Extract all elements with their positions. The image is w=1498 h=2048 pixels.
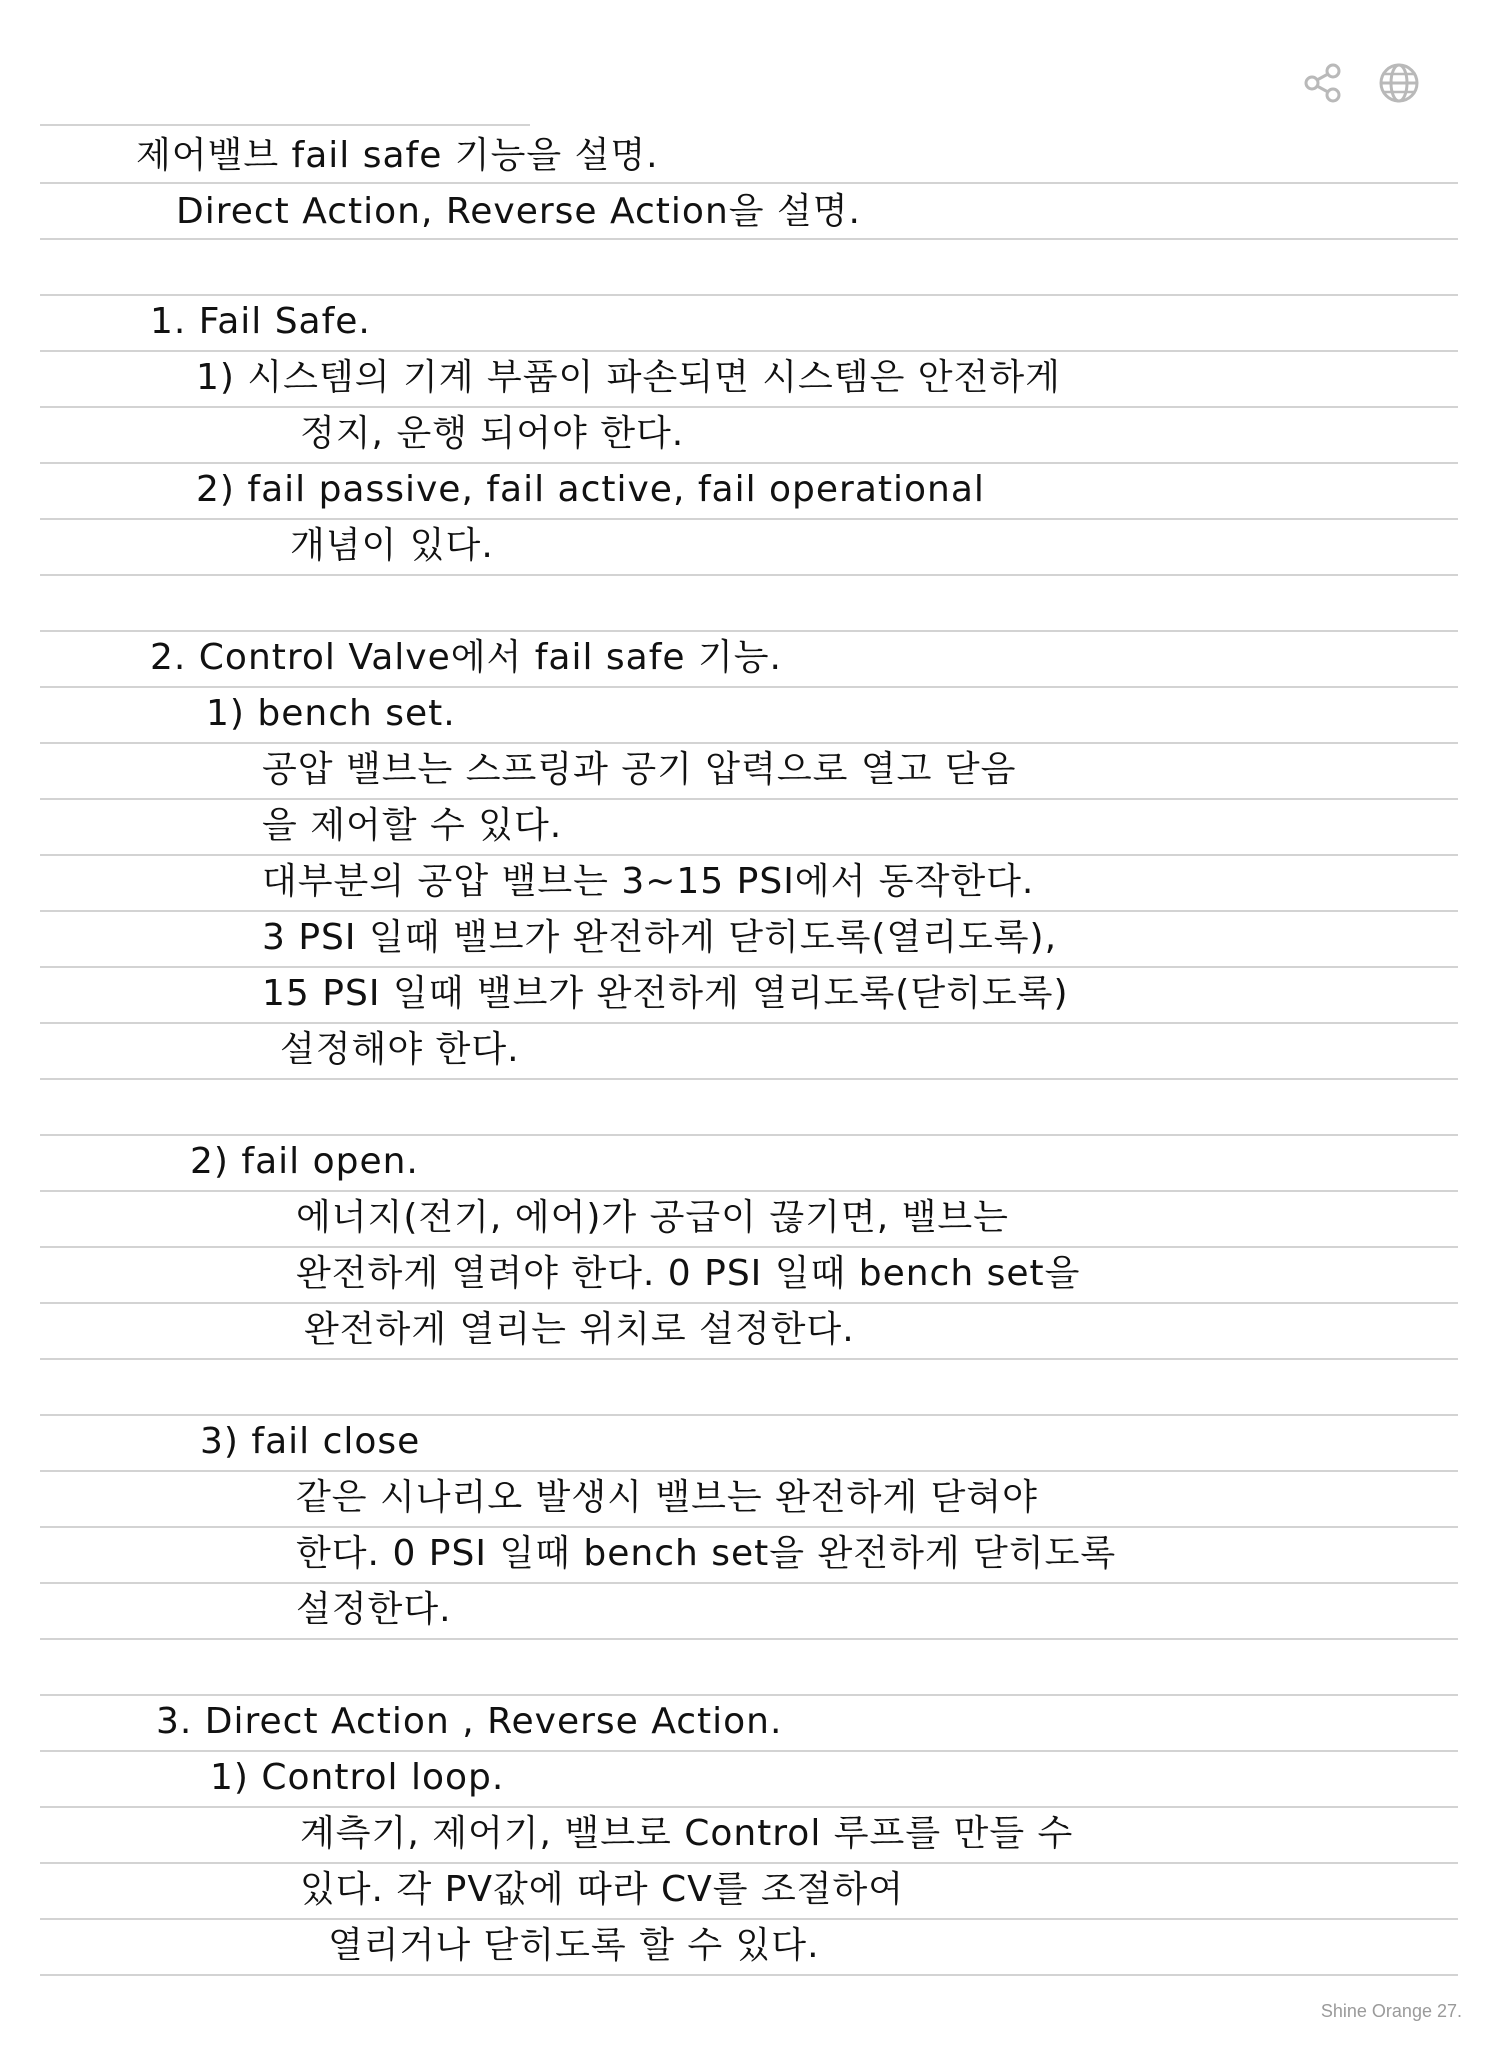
- ruled-line: [40, 182, 1458, 184]
- ruled-line: [40, 462, 1458, 464]
- section2-item1-line6: 설정해야 한다.: [280, 1029, 520, 1070]
- ruled-line: [40, 238, 1458, 240]
- ruled-line: [40, 1134, 1458, 1136]
- ruled-line: [40, 854, 1458, 856]
- ruled-line: [40, 1246, 1458, 1248]
- ruled-line: [40, 630, 1458, 632]
- section2-item1-line1: 공압 밸브는 스프링과 공기 압력으로 열고 닫음: [262, 749, 1017, 790]
- ruled-line: [40, 1582, 1458, 1584]
- ruled-line: [40, 1526, 1458, 1528]
- section1-item2-line1: 2) fail passive, fail active, fail operational: [196, 469, 985, 510]
- ruled-line: [40, 406, 1458, 408]
- section2-item3-line1: 같은 시나리오 발생시 밸브는 완전하게 닫혀야: [296, 1477, 1038, 1518]
- ruled-line: [40, 1974, 1458, 1976]
- note-title-line2: Direct Action, Reverse Action을 설명.: [176, 191, 861, 232]
- ruled-line: [40, 1190, 1458, 1192]
- section2-item1-line2: 을 제어할 수 있다.: [262, 805, 563, 846]
- section2-item3-line3: 설정한다.: [296, 1589, 452, 1630]
- ruled-line: [40, 1022, 1458, 1024]
- ruled-line: [40, 124, 530, 126]
- ruled-line: [40, 1638, 1458, 1640]
- section3-item1-line2: 있다. 각 PV값에 따라 CV를 조절하여: [300, 1869, 905, 1910]
- ruled-line: [40, 1806, 1458, 1808]
- section3-item1-line1: 계측기, 제어기, 밸브로 Control 루프를 만들 수: [300, 1813, 1074, 1854]
- globe-icon[interactable]: [1376, 60, 1422, 106]
- section2-item1-line4: 3 PSI 일때 밸브가 완전하게 닫히도록(열리도록),: [262, 917, 1058, 958]
- ruled-line: [40, 1694, 1458, 1696]
- share-icon[interactable]: [1300, 60, 1346, 106]
- ruled-line: [40, 518, 1458, 520]
- ruled-line: [40, 350, 1458, 352]
- ruled-line: [40, 1750, 1458, 1752]
- section1-heading: 1. Fail Safe.: [150, 301, 371, 342]
- page-footer-label: Shine Orange 27.: [1320, 2001, 1462, 2021]
- ruled-line: [40, 1358, 1458, 1360]
- ruled-line: [40, 1918, 1458, 1920]
- section3-item1-line3: 열리거나 닫히도록 할 수 있다.: [328, 1925, 820, 1966]
- section2-item3-line2: 한다. 0 PSI 일때 bench set을 완전하게 닫히도록: [296, 1533, 1117, 1574]
- ruled-line: [40, 966, 1458, 968]
- ruled-line: [40, 1414, 1458, 1416]
- ruled-line: [40, 742, 1458, 744]
- note-title-line1: 제어밸브 fail safe 기능을 설명.: [136, 135, 659, 176]
- ruled-line: [40, 574, 1458, 576]
- ruled-line: [40, 1470, 1458, 1472]
- page-toolbar: [1300, 60, 1422, 106]
- section2-item1-line3: 대부분의 공압 밸브는 3~15 PSI에서 동작한다.: [262, 861, 1035, 902]
- section3-heading: 3. Direct Action , Reverse Action.: [156, 1701, 783, 1742]
- section2-item3-title: 3) fail close: [200, 1421, 421, 1462]
- ruled-line: [40, 1302, 1458, 1304]
- section2-heading: 2. Control Valve에서 fail safe 기능.: [150, 637, 782, 678]
- section1-item1-line1: 1) 시스템의 기계 부품이 파손되면 시스템은 안전하게: [196, 357, 1061, 398]
- section2-item2-title: 2) fail open.: [190, 1141, 419, 1182]
- section2-item1-line5: 15 PSI 일때 밸브가 완전하게 열리도록(닫히도록): [262, 973, 1069, 1014]
- section3-item1-title: 1) Control loop.: [210, 1757, 505, 1798]
- section2-item2-line3: 완전하게 열리는 위치로 설정한다.: [304, 1309, 855, 1350]
- section1-item1-line2: 정지, 운행 되어야 한다.: [300, 413, 685, 454]
- section1-item2-line2: 개념이 있다.: [290, 525, 494, 566]
- ruled-line: [40, 798, 1458, 800]
- ruled-line: [40, 686, 1458, 688]
- ruled-line: [40, 294, 1458, 296]
- ruled-line: [40, 910, 1458, 912]
- section2-item1-title: 1) bench set.: [206, 693, 456, 734]
- section2-item2-line2: 완전하게 열려야 한다. 0 PSI 일때 bench set을: [296, 1253, 1081, 1294]
- section2-item2-line1: 에너지(전기, 에어)가 공급이 끊기면, 밸브는: [296, 1197, 1009, 1238]
- ruled-line: [40, 1078, 1458, 1080]
- ruled-line: [40, 1862, 1458, 1864]
